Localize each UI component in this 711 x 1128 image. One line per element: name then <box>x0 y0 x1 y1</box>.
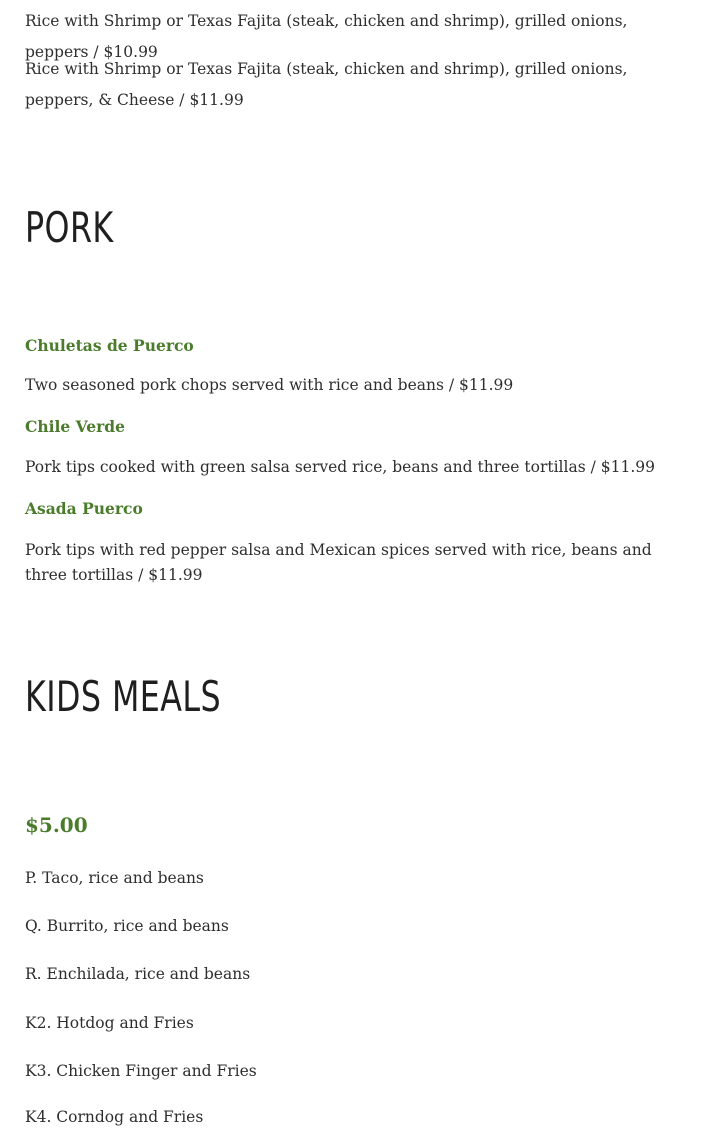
kids-meal-item: P. Taco, rice and beans <box>25 869 204 887</box>
menu-item-description: Pork tips with red pepper salsa and Mexican spices served with rice, beans and three tortillas / $11.99 <box>25 541 652 584</box>
kids-meal-item: K3. Chicken Finger and Fries <box>25 1062 257 1080</box>
menu-item-name: Chuletas de Puerco <box>25 336 194 355</box>
fajita-rice-description: Rice with Shrimp or Texas Fajita (steak, chicken and shrimp), grilled onions, peppers / $10.99 <box>25 12 628 61</box>
menu-item-description: Pork tips cooked with green salsa served rice, beans and three tortillas / $11.99 <box>25 458 655 476</box>
fajita-rice-cheese-description: Rice with Shrimp or Texas Fajita (steak, chicken and shrimp), grilled onions, peppers, & Cheese / $11.99 <box>25 60 628 109</box>
kids-meal-price: $5.00 <box>25 813 88 837</box>
kids-meal-item: R. Enchilada, rice and beans <box>25 965 251 983</box>
menu-item-description: Two seasoned pork chops served with rice and beans / $11.99 <box>25 376 514 394</box>
menu-item-name: Asada Puerco <box>25 499 143 518</box>
kids-meal-item: K2. Hotdog and Fries <box>25 1014 194 1032</box>
menu-item-name: Chile Verde <box>25 417 125 436</box>
kids-meal-item: K4. Corndog and Fries <box>25 1108 204 1126</box>
kids-meal-item: Q. Burrito, rice and beans <box>25 917 229 935</box>
pork-section-title: PORK <box>25 203 114 252</box>
kids-meals-section-title: KIDS MEALS <box>25 672 222 721</box>
